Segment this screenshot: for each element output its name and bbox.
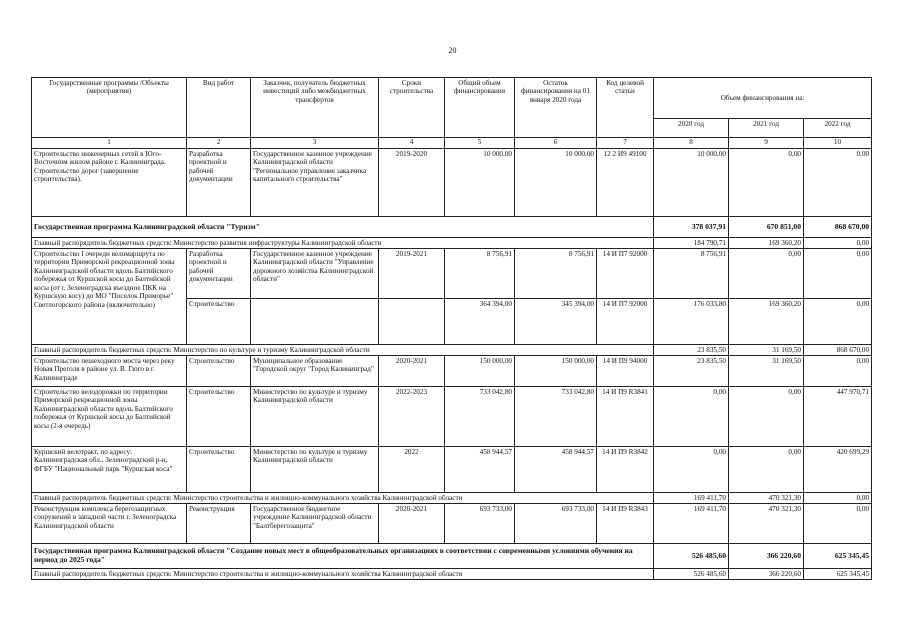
object-name: Строительство велодорожки по территории Приморской рекреационной зоны Калининградской области вдоль Балтийского побережья от Куршской косы до Балтийской косы (2-я очередь) — [32, 387, 187, 447]
col-number: 6 — [515, 138, 597, 149]
funding-2022: 0,00 — [804, 356, 872, 387]
program-title: Государственная программа Калининградской области "Создание новых мест в общеобразовательных организациях в соответствии с современными условиями обучения на период до 2025 года" — [32, 544, 654, 569]
customer: Министерство по культуре и туризму Калининградской области — [251, 447, 379, 493]
construction-term: 2022 — [379, 447, 445, 493]
manager-2020: 184 790,71 — [654, 238, 729, 249]
manager-2021: 366 220,60 — [729, 569, 804, 580]
funding-2020: 0,00 — [654, 387, 729, 447]
table-row — [32, 249, 872, 299]
object-name: Строительство I очереди веломаршрута по территории Приморской рекреационной зоны Калининградской области вдоль Балтийского побережья от Куршской косы до Балтийской косы (от г. Зеленоградска въездное ПКК на Куршскую косу) до МО "Поселок Приморье" Светлогорского района (включительно) — [32, 249, 187, 345]
program-row — [32, 217, 872, 238]
target-code: 14 И П9 R3841 — [597, 387, 654, 447]
header-row — [32, 78, 872, 119]
manager-2022: 0,00 — [804, 238, 872, 249]
rest-funding: 693 733,00 — [515, 504, 597, 544]
header-code: Код целевой статьи — [597, 78, 654, 138]
manager-2022: 625 345,45 — [804, 569, 872, 580]
manager-row — [32, 345, 872, 356]
customer: Государственное бюджетное учреждение Калининградской области "Балтберегозащита" — [251, 504, 379, 544]
table-row — [32, 149, 872, 217]
construction-term: 2022-2023 — [379, 387, 445, 447]
rest-funding: 458 944,57 — [515, 447, 597, 493]
program-2021: 670 851,00 — [729, 217, 804, 238]
funding-2022: 0,00 — [804, 249, 872, 299]
rest-funding: 10 000,00 — [515, 149, 597, 217]
object-name: Строительство инженерных сетей в Юго-Восточном жилом районе г. Калининграда. Строительство дорог (завершение строительства). — [32, 149, 187, 217]
manager-2020: 23 835,50 — [654, 345, 729, 356]
funding-2021: 0,00 — [729, 249, 804, 299]
term-empty — [379, 299, 445, 345]
target-code: 14 И П9 R3843 — [597, 504, 654, 544]
work-type: Разработка проектной и рабочей документации — [187, 149, 251, 217]
rest-funding: 150 000,00 — [515, 356, 597, 387]
program-2022: 868 670,00 — [804, 217, 872, 238]
manager-title: Главный распорядитель бюджетных средств: Министерство по культуре и туризму Калининградской области — [32, 345, 654, 356]
funding-2020: 0,00 — [654, 447, 729, 493]
funding-2020: 176 033,80 — [654, 299, 729, 345]
total-funding: 458 944,57 — [445, 447, 515, 493]
financing-table — [31, 77, 872, 580]
funding-2020: 10 000,00 — [654, 149, 729, 217]
customer-empty — [251, 299, 379, 345]
col-number: 2 — [187, 138, 251, 149]
customer: Государственное казенное учреждение Калининградской области "Управление дорожного хозяйства Калининградской области" — [251, 249, 379, 299]
table-row — [32, 447, 872, 493]
funding-2020: 23 835,50 — [654, 356, 729, 387]
total-funding: 364 394,00 — [445, 299, 515, 345]
col-number: 8 — [654, 138, 729, 149]
funding-2021: 0,00 — [729, 447, 804, 493]
rest-funding: 345 394,00 — [515, 299, 597, 345]
manager-2022: 0,00 — [804, 493, 872, 504]
col-number: 3 — [251, 138, 379, 149]
program-title: Государственная программа Калининградской области "Туризм" — [32, 217, 654, 238]
manager-2022: 868 670,00 — [804, 345, 872, 356]
col-number: 7 — [597, 138, 654, 149]
construction-term: 2020-2021 — [379, 356, 445, 387]
total-funding: 8 756,91 — [445, 249, 515, 299]
manager-row — [32, 569, 872, 580]
rest-funding: 8 756,91 — [515, 249, 597, 299]
manager-2021: 169 360,20 — [729, 238, 804, 249]
header-terms: Сроки строительства — [379, 78, 445, 138]
funding-2021: 169 360,20 — [729, 299, 804, 345]
manager-2020: 526 485,60 — [654, 569, 729, 580]
manager-title: Главный распорядитель бюджетных средств: Министерство строительства и жилищно-коммунального хозяйства Калининградской области — [32, 569, 654, 580]
target-code: 14 И П9 94000 — [597, 356, 654, 387]
header-2022: 2022 год — [804, 119, 872, 138]
column-numbers-row — [32, 138, 872, 149]
manager-row — [32, 493, 872, 504]
target-code: 14 И П7 92000 — [597, 299, 654, 345]
header-customer: Заказчик, получатель бюджетных инвестиций либо межбюджетных трансфертов — [251, 78, 379, 138]
funding-2022: 447 970,71 — [804, 387, 872, 447]
header-total: Общий объем финансирования — [445, 78, 515, 138]
customer: Муниципальное образование "Городской округ "Город Калининград" — [251, 356, 379, 387]
header-funding: Объем финансирования на: — [654, 78, 872, 119]
header-2020: 2020 год — [654, 119, 729, 138]
table-row — [32, 504, 872, 544]
construction-term: 2019-2020 — [379, 149, 445, 217]
object-name: Реконструкция комплекса берегозащитных сооружений в западной части г. Зеленоградска Калининградской области — [32, 504, 187, 544]
program-2022: 625 345,45 — [804, 544, 872, 569]
program-2020: 526 485,60 — [654, 544, 729, 569]
work-type: Разработка проектной и рабочей документации — [187, 249, 251, 299]
object-name: Строительство пешеходного моста через реку Новая Преголя в районе ул. В. Гюго в г. Калининграде — [32, 356, 187, 387]
target-code: 14 И П9 R3842 — [597, 447, 654, 493]
funding-2021: 0,00 — [729, 149, 804, 217]
object-name: Куршский велотракт, по адресу: Калининградская обл., Зеленоградский р-н, ФГБУ "Национальный парк "Куршская коса" — [32, 447, 187, 493]
col-number: 10 — [804, 138, 872, 149]
target-code: 14 И П7 92000 — [597, 249, 654, 299]
program-2021: 366 220,60 — [729, 544, 804, 569]
construction-term: 2020-2021 — [379, 504, 445, 544]
work-type: Строительство — [187, 356, 251, 387]
col-number: 1 — [32, 138, 187, 149]
rest-funding: 733 042,80 — [515, 387, 597, 447]
construction-term: 2019-2021 — [379, 249, 445, 299]
work-type: Реконструкция — [187, 504, 251, 544]
col-number: 5 — [445, 138, 515, 149]
funding-2021: 31 169,50 — [729, 356, 804, 387]
manager-title: Главный распорядитель бюджетных средств: Министерство строительства и жилищно-коммунального хозяйства Калининградской области — [32, 493, 654, 504]
header-work-type: Вид работ — [187, 78, 251, 138]
header-2021: 2021 год — [729, 119, 804, 138]
funding-2022: 420 699,29 — [804, 447, 872, 493]
customer: Министерство по культуре и туризму Калининградской области — [251, 387, 379, 447]
manager-2021: 31 169,50 — [729, 345, 804, 356]
work-type: Строительство — [187, 387, 251, 447]
work-type: Строительство — [187, 299, 251, 345]
total-funding: 733 042,80 — [445, 387, 515, 447]
funding-2022: 0,00 — [804, 504, 872, 544]
total-funding: 150 000,00 — [445, 356, 515, 387]
program-2020: 378 037,91 — [654, 217, 729, 238]
header-objects: Государственные программы /Объекты (мероприятия) — [32, 78, 187, 138]
manager-2021: 470 321,30 — [729, 493, 804, 504]
funding-2020: 169 411,70 — [654, 504, 729, 544]
funding-2021: 470 321,30 — [729, 504, 804, 544]
page-number: 20 — [448, 46, 457, 55]
total-funding: 693 733,00 — [445, 504, 515, 544]
work-type: Строительство — [187, 447, 251, 493]
manager-row — [32, 238, 872, 249]
customer: Государственное казенное учреждение Калининградской области "Региональное управление заказчика капитального строительства" — [251, 149, 379, 217]
manager-2020: 169 411,70 — [654, 493, 729, 504]
manager-title: Главный распорядитель бюджетных средств: Министерство развития инфраструктуры Калининградской области — [32, 238, 654, 249]
col-number: 9 — [729, 138, 804, 149]
table-row — [32, 356, 872, 387]
funding-2021: 0,00 — [729, 387, 804, 447]
table-row — [32, 387, 872, 447]
funding-2022: 0,00 — [804, 299, 872, 345]
funding-2020: 8 756,91 — [654, 249, 729, 299]
program-row — [32, 544, 872, 569]
header-rest: Остаток финансирования на 01 января 2020 года — [515, 78, 597, 138]
total-funding: 10 000,00 — [445, 149, 515, 217]
target-code: 12 2 И9 49100 — [597, 149, 654, 217]
funding-2022: 0,00 — [804, 149, 872, 217]
col-number: 4 — [379, 138, 445, 149]
